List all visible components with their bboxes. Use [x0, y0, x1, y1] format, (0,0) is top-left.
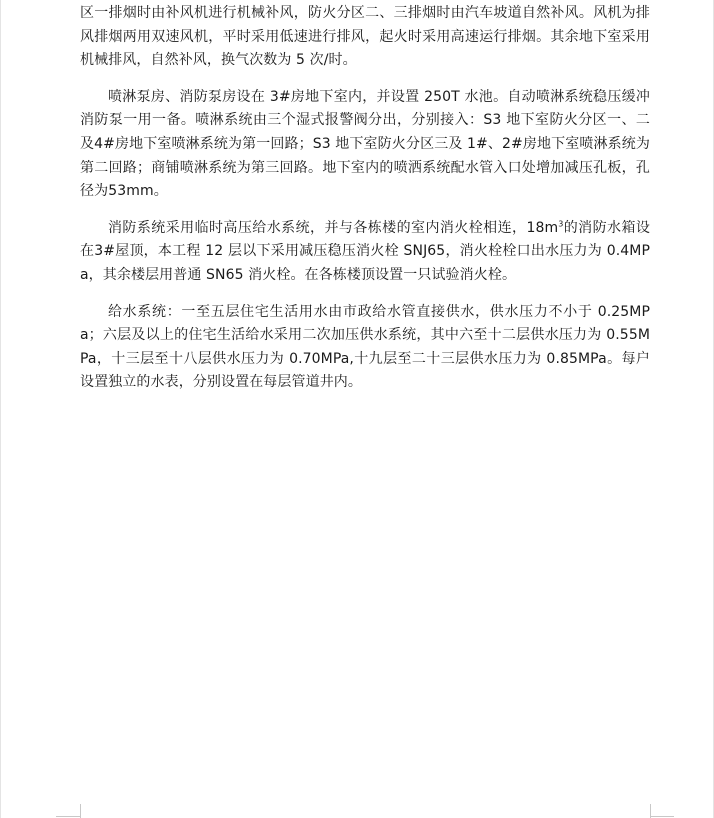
- cubic-superscript: 3: [558, 219, 564, 229]
- paragraph-fire-hydrant: [80, 217, 650, 288]
- crop-mark-bottom-left-vertical: [80, 804, 81, 818]
- paragraph-ventilation: 区一排烟时由补风机进行机械补风，防火分区二、三排烟时由汽车坡道自然补风。风机为排风排烟两用双速风机，平时采用低速进行排风，起火时采用高速运行排烟。其余地下室采用机械排风，自然补风，换气次数为 5 次/时。: [80, 5, 650, 69]
- paragraph-sprinkler: 喷淋泵房、消防泵房设在 3#房地下室内，并设置 250T 水池。自动喷淋系统稳压缓冲消防泵一用一备。喷淋系统由三个湿式报警阀分出，分别接入：S3 地下室防火分区一、二及4#房地下室喷淋系统为第一回路；S3 地下室防火分区三及 1#、2#房地下室喷淋系统为第二回路；商铺喷淋系统为第三回路。地下室内的喷洒系统配水管入口处增加减压孔板，孔径为53mm。: [80, 88, 650, 200]
- crop-mark-bottom-right-vertical: [650, 804, 651, 818]
- crop-mark-bottom-left-horizontal: [56, 816, 80, 817]
- document-body: [80, 2, 650, 408]
- fire-hydrant-text-after: 的消防水箱设在3#屋顶，本工程 12 层以下采用减压稳压消火栓 SNJ65，消火栓栓口出水压力为 0.4MPa，其余楼层用普通 SN65 消火栓。在各栋楼顶设置一只试验消火栓。: [80, 219, 650, 283]
- crop-mark-bottom-right-horizontal: [650, 816, 674, 817]
- fire-hydrant-text-before: 消防系统采用临时高压给水系统，并与各栋楼的室内消火栓相连，18m: [108, 219, 559, 236]
- page-left-edge: [0, 0, 1, 818]
- paragraph-water-supply: 给水系统：一至五层住宅生活用水由市政给水管直接供水，供水压力不小于 0.25MPa；六层及以上的住宅生活给水采用二次加压供水系统，其中六至十二层供水压力为 0.55MPa，十三层至十八层供水压力为 0.70MPa,十九层至二十三层供水压力为 0.85MPa。每户设置独立的水表，分别设置在每层管道井内。: [80, 303, 650, 391]
